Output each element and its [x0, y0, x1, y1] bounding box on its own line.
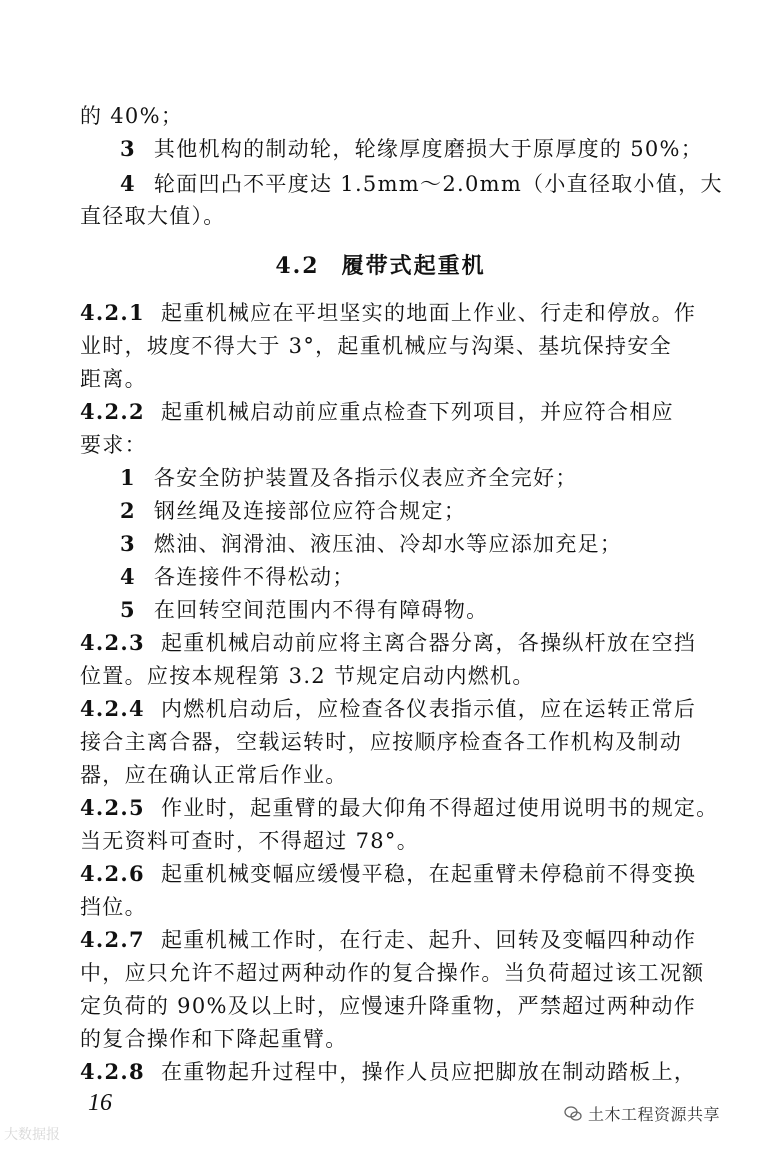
clause-text: 作业时，起重臂的最大仰角不得超过使用说明书的规定。 [160, 796, 719, 820]
list-item [120, 594, 488, 626]
clause-number: 4.2.8 [80, 1059, 145, 1084]
clause-text: 起重机械应在平坦坚实的地面上作业、行走和停放。作 [160, 301, 697, 325]
clause-line: 的复合操作和下降起重臂。 [80, 1027, 348, 1051]
list-item [120, 168, 723, 200]
clause-line [80, 858, 696, 890]
clause-text: 在重物起升过程中，操作人员应把脚放在制动踏板上， [160, 1060, 697, 1084]
clause-number: 4.2.3 [80, 630, 145, 655]
clause-text: 起重机械变幅应缓慢平稳，在起重臂未停稳前不得变换 [160, 862, 697, 886]
clause-number: 4.2.4 [80, 696, 145, 721]
item-text: 各安全防护装置及各指示仪表应齐全完好； [153, 466, 578, 490]
item-number: 3 [120, 531, 136, 556]
item-number: 4 [120, 564, 136, 589]
section-heading [0, 250, 761, 282]
clause-line: 定负荷的 90%及以上时，应慢速升降重物，严禁超过两种动作 [80, 994, 697, 1018]
item-text: 各连接件不得松动； [153, 565, 355, 589]
list-item [120, 133, 703, 165]
watermark-faint: 大数据报 [4, 1127, 60, 1143]
item-text: 燃油、润滑油、液压油、冷却水等应添加充足； [153, 532, 623, 556]
clause-line [80, 792, 718, 824]
item-text: 在回转空间范围内不得有障碍物。 [153, 598, 489, 622]
section-title: 履带式起重机 [341, 253, 486, 279]
watermark-text: 土木工程资源共享 [588, 1105, 721, 1124]
list-item [120, 495, 466, 527]
list-item [120, 462, 578, 494]
clause-number: 4.2.7 [80, 927, 145, 952]
item-number: 4 [120, 171, 136, 196]
clause-text: 起重机械启动前应重点检查下列项目，并应符合相应 [160, 400, 674, 424]
text-line: 的 40%； [80, 104, 184, 128]
clause-line: 位置。应按本规程第 3.2 节规定启动内燃机。 [80, 664, 535, 688]
clause-number: 4.2.6 [80, 861, 145, 886]
clause-line: 中，应只允许不超过两种动作的复合操作。当负荷超过该工况额 [80, 961, 705, 985]
wechat-icon [564, 1105, 582, 1123]
item-text: 轮面凹凸不平度达 1.5mm～2.0mm（小直径取小值，大 [153, 172, 723, 196]
item-number: 3 [120, 136, 136, 161]
clause-line: 挡位。 [80, 895, 147, 919]
clause-line: 器，应在确认正常后作业。 [80, 763, 348, 787]
page-number: 16 [88, 1090, 112, 1116]
item-number: 1 [120, 465, 136, 490]
clause-number: 4.2.1 [80, 300, 145, 325]
clause-number: 4.2.2 [80, 399, 145, 424]
clause-line: 距离。 [80, 367, 147, 391]
clause-line [80, 693, 696, 725]
list-item [120, 528, 622, 560]
text-line: 直径取大值）。 [80, 204, 226, 228]
clause-text: 内燃机启动后，应检查各仪表指示值，应在运转正常后 [160, 697, 697, 721]
clause-line [80, 627, 696, 659]
list-item [120, 561, 355, 593]
clause-number: 4.2.5 [80, 795, 145, 820]
clause-text: 起重机械工作时，在行走、起升、回转及变幅四种动作 [160, 928, 697, 952]
item-number: 5 [120, 597, 136, 622]
clause-line [80, 297, 696, 329]
clause-line [80, 924, 696, 956]
item-number: 2 [120, 498, 136, 523]
clause-line: 业时，坡度不得大于 3°，起重机械应与沟渠、基坑保持安全 [80, 334, 672, 358]
clause-line: 接合主离合器，空载运转时，应按顺序检查各工作机构及制动 [80, 730, 683, 754]
item-text: 其他机构的制动轮，轮缘厚度磨损大于原厚度的 50%； [153, 137, 704, 161]
section-number: 4.2 [275, 253, 320, 279]
clause-line: 要求： [80, 433, 147, 457]
clause-line: 当无资料可查时，不得超过 78°。 [80, 829, 419, 853]
item-text: 钢丝绳及连接部位应符合规定； [153, 499, 467, 523]
clause-line [80, 1056, 696, 1088]
clause-line [80, 396, 674, 428]
clause-text: 起重机械启动前应将主离合器分离，各操纵杆放在空挡 [160, 631, 697, 655]
watermark [564, 1102, 720, 1125]
